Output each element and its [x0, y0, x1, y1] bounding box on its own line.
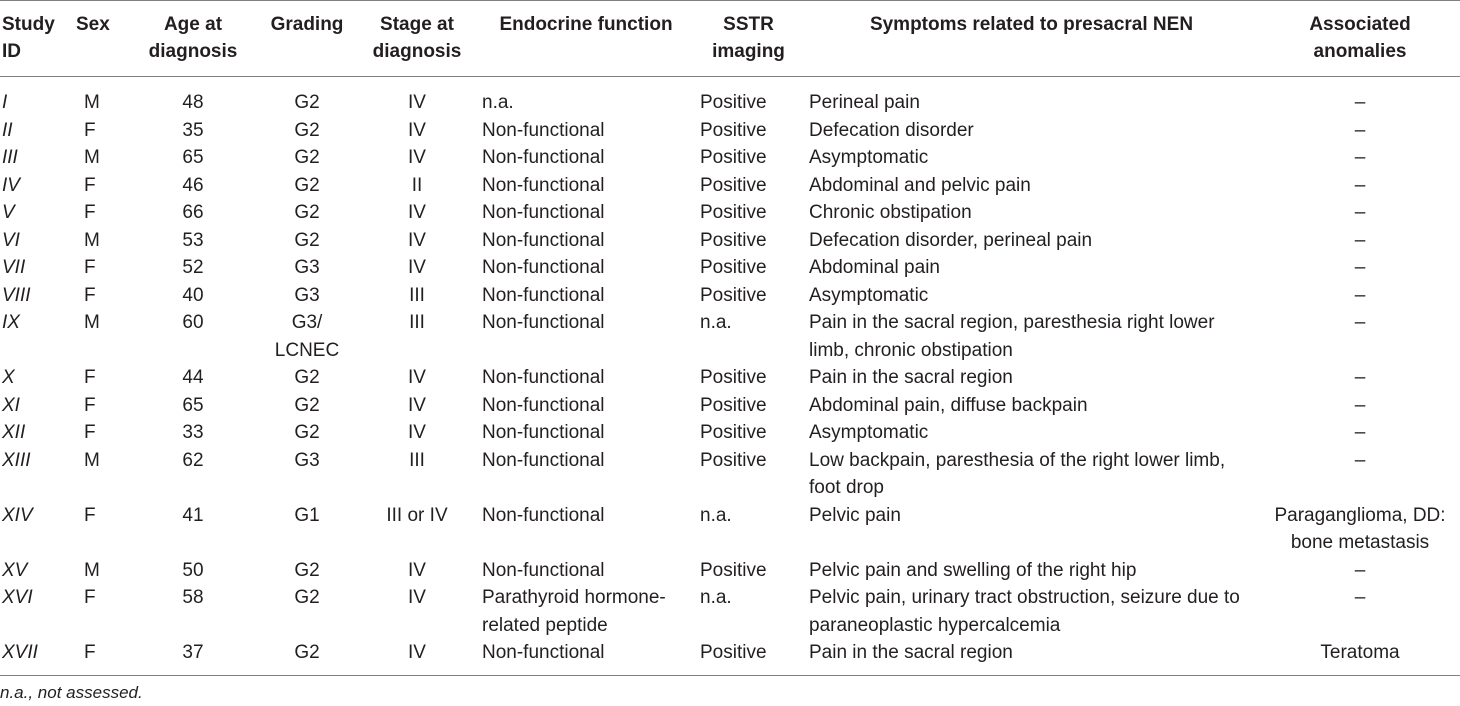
cell-age: 58	[182, 587, 204, 608]
cell-line: G2	[294, 119, 320, 141]
cell-line: Asymptomatic	[809, 147, 929, 168]
cell-associated-anomalies	[1260, 639, 1460, 675]
cell-sex: F	[84, 257, 96, 278]
cell-grading	[258, 557, 356, 585]
cell-line: Pelvic pain and swelling of the right hip	[809, 559, 1137, 581]
cell-line: G3/	[291, 312, 323, 333]
cell-stage: IV	[408, 202, 426, 223]
cell-endocrine-function	[478, 584, 694, 639]
cell-age: 52	[182, 257, 204, 278]
cell-study-id: X	[2, 367, 15, 388]
cell-symptoms	[803, 254, 1260, 282]
cell-sex: F	[84, 394, 96, 416]
table-row	[0, 77, 1460, 117]
cell-symptoms	[803, 584, 1260, 639]
cell-line: –	[1354, 229, 1366, 251]
header-line: Symptoms related to presacral NEN	[869, 14, 1194, 35]
cell-line: n.a.	[482, 92, 514, 113]
cell-associated-anomalies	[1260, 254, 1460, 282]
cell-line: Pelvic pain	[809, 504, 901, 526]
cell-endocrine-function	[478, 364, 694, 392]
cell-symptoms	[803, 227, 1260, 255]
cell-line: Asymptomatic	[809, 422, 929, 443]
cell-age: 66	[182, 202, 204, 223]
cell-sstr-imaging: n.a.	[700, 504, 732, 526]
table-row	[0, 447, 1460, 502]
cell-grading	[258, 584, 356, 639]
cell-associated-anomalies	[1260, 584, 1460, 639]
cell-line: G2	[294, 229, 320, 251]
cell-symptoms	[803, 144, 1260, 172]
cell-sstr-imaging: Positive	[700, 367, 767, 388]
table-row	[0, 364, 1460, 392]
cell-endocrine-function	[478, 254, 694, 282]
table-row	[0, 144, 1460, 172]
cell-line: Pain in the sacral region	[809, 642, 1013, 663]
cell-associated-anomalies	[1260, 227, 1460, 255]
cell-line: Paraganglioma, DD:	[1274, 504, 1446, 526]
cell-line: Non-functional	[482, 504, 605, 526]
cell-sstr-imaging: Positive	[700, 284, 767, 306]
cell-sstr-imaging: Positive	[700, 202, 767, 223]
cell-grading	[258, 282, 356, 310]
cell-line: –	[1354, 367, 1366, 388]
header-line: Grading	[270, 14, 344, 35]
cell-age: 41	[182, 504, 204, 526]
cell-line: paraneoplastic hypercalcemia	[809, 614, 1061, 636]
header-line: diagnosis	[372, 41, 462, 62]
cell-line: G2	[294, 92, 320, 113]
cell-symptoms	[803, 309, 1260, 364]
cell-age: 50	[182, 559, 204, 581]
cell-line: Non-functional	[482, 422, 605, 443]
cell-grading	[258, 447, 356, 502]
cell-stage: III	[409, 312, 425, 333]
header-stage-at-diagnosis	[356, 1, 478, 77]
cell-symptoms	[803, 77, 1260, 117]
cell-age: 37	[128, 639, 258, 675]
cell-study-id: II	[2, 119, 13, 141]
cell-line: –	[1354, 92, 1366, 113]
cell-sex: F	[84, 284, 96, 306]
cell-line: G1	[294, 504, 320, 526]
cell-line: G2	[294, 367, 320, 388]
cell-line: Pain in the sacral region, paresthesia right lower	[809, 312, 1215, 333]
cell-line: foot drop	[809, 477, 884, 498]
cell-line: Abdominal and pelvic pain	[809, 174, 1031, 196]
cell-line: G3	[294, 284, 320, 306]
cell-stage: IV	[408, 229, 426, 251]
cell-grading	[258, 254, 356, 282]
cell-sex: M	[84, 147, 100, 168]
header-associated-anomalies	[1260, 1, 1460, 77]
cell-line: Parathyroid hormone-	[482, 587, 666, 608]
table-row	[0, 227, 1460, 255]
cell-line: Non-functional	[482, 449, 605, 471]
cell-age: 35	[182, 119, 204, 141]
cell-line: –	[1354, 587, 1366, 608]
cell-associated-anomalies	[1260, 419, 1460, 447]
cell-age: 65	[182, 394, 204, 416]
cell-sstr-imaging: Positive	[700, 92, 767, 113]
cell-line: G2	[294, 642, 320, 663]
cell-grading	[258, 639, 356, 675]
header-endocrine-function	[478, 1, 694, 77]
cell-line: Abdominal pain	[809, 257, 940, 278]
cell-grading	[258, 144, 356, 172]
cell-line: Low backpain, paresthesia of the right lower limb,	[809, 449, 1226, 471]
cell-sex: F	[84, 174, 96, 196]
cell-line: G3	[294, 449, 320, 471]
cell-grading	[258, 364, 356, 392]
cell-study-id: IX	[2, 312, 20, 333]
cell-line: Asymptomatic	[809, 284, 929, 306]
cell-grading	[258, 502, 356, 557]
header-grading	[258, 1, 356, 77]
cell-stage: IV	[408, 422, 426, 443]
cell-stage: IV	[408, 587, 426, 608]
cell-endocrine-function	[478, 282, 694, 310]
header-line: Sex	[76, 14, 110, 35]
cell-line: limb, chronic obstipation	[809, 339, 1013, 361]
cell-endocrine-function	[478, 199, 694, 227]
table-row	[0, 117, 1460, 145]
cell-endocrine-function	[478, 557, 694, 585]
header-study-id	[0, 1, 74, 77]
cell-associated-anomalies	[1260, 447, 1460, 502]
cell-symptoms	[803, 557, 1260, 585]
cell-endocrine-function	[478, 77, 694, 117]
cell-line: Non-functional	[482, 229, 605, 251]
header-line: Age at	[163, 14, 223, 35]
cell-line: LCNEC	[274, 339, 340, 361]
cell-age: 44	[182, 367, 204, 388]
cell-line: G2	[294, 422, 320, 443]
cell-study-id: VII	[2, 257, 26, 278]
cell-sex: F	[84, 202, 96, 223]
cell-line: G3	[294, 257, 320, 278]
cell-study-id: VIII	[2, 284, 31, 306]
cell-grading	[258, 227, 356, 255]
cell-stage: IV	[408, 92, 426, 113]
cell-endocrine-function	[478, 144, 694, 172]
cell-line: –	[1354, 449, 1366, 471]
table-row	[0, 639, 1460, 675]
cell-associated-anomalies	[1260, 172, 1460, 200]
cell-line: Perineal pain	[809, 92, 920, 113]
cell-line: Non-functional	[482, 257, 605, 278]
cell-study-id: XIV	[2, 504, 33, 526]
cell-study-id: XII	[2, 422, 26, 443]
cell-sex: F	[84, 587, 96, 608]
cell-study-id: V	[2, 202, 15, 223]
table-row	[0, 419, 1460, 447]
header-sex	[74, 1, 128, 77]
cell-age: 33	[182, 422, 204, 443]
table-footnote: n.a., not assessed.	[0, 683, 143, 702]
cell-study-id: XVI	[2, 587, 33, 608]
cell-stage: III	[409, 449, 425, 471]
header-line: Associated	[1309, 14, 1411, 35]
cell-associated-anomalies	[1260, 557, 1460, 585]
cell-stage: III or IV	[386, 504, 448, 526]
cell-line: Non-functional	[482, 119, 605, 141]
cell-sex: F	[74, 639, 128, 675]
cell-line: Non-functional	[482, 284, 605, 306]
cell-sstr-imaging: Positive	[700, 229, 767, 251]
table-row	[0, 172, 1460, 200]
cell-associated-anomalies	[1260, 502, 1460, 557]
cell-endocrine-function	[478, 502, 694, 557]
header-line: diagnosis	[148, 41, 238, 62]
table-row	[0, 502, 1460, 557]
cell-line: Non-functional	[482, 394, 605, 416]
cell-endocrine-function	[478, 172, 694, 200]
cell-line: G2	[294, 147, 320, 168]
table-row	[0, 584, 1460, 639]
cell-grading	[258, 77, 356, 117]
cell-age: 46	[182, 174, 204, 196]
table-row	[0, 309, 1460, 364]
cell-line: G2	[294, 174, 320, 196]
cell-line: Non-functional	[482, 174, 605, 196]
header-symptoms	[803, 1, 1260, 77]
cell-symptoms	[803, 502, 1260, 557]
cell-associated-anomalies	[1260, 392, 1460, 420]
cell-study-id: III	[2, 147, 18, 168]
cell-associated-anomalies	[1260, 117, 1460, 145]
cell-line: Pain in the sacral region	[809, 367, 1013, 388]
cell-sstr-imaging: Positive	[700, 174, 767, 196]
cell-stage: IV	[408, 257, 426, 278]
cell-stage: IV	[356, 639, 478, 675]
cell-grading	[258, 172, 356, 200]
cell-sstr-imaging: Positive	[700, 559, 767, 581]
cell-line: related peptide	[482, 614, 608, 636]
header-sstr-imaging	[694, 1, 803, 77]
table-header-row	[0, 1, 1460, 77]
cell-grading	[258, 309, 356, 364]
cell-line: Non-functional	[482, 367, 605, 388]
cell-sex: F	[84, 367, 96, 388]
table-body	[0, 77, 1460, 676]
cell-line: Abdominal pain, diffuse backpain	[809, 394, 1088, 416]
cell-line: –	[1354, 257, 1366, 278]
cell-endocrine-function	[478, 392, 694, 420]
cell-symptoms	[803, 282, 1260, 310]
header-line: Stage at	[380, 14, 454, 35]
cell-endocrine-function	[478, 447, 694, 502]
cell-associated-anomalies	[1260, 364, 1460, 392]
cell-symptoms	[803, 199, 1260, 227]
cell-sex: M	[84, 229, 100, 251]
header-line: Study	[2, 14, 55, 35]
cell-study-id: XVII	[0, 639, 74, 675]
cell-line: G2	[294, 559, 320, 581]
cell-symptoms	[803, 419, 1260, 447]
cell-sstr-imaging: Positive	[700, 147, 767, 168]
cell-grading	[258, 199, 356, 227]
header-line: SSTR	[723, 14, 774, 35]
cell-study-id: IV	[2, 174, 20, 196]
cell-endocrine-function	[478, 227, 694, 255]
cell-line: –	[1354, 312, 1366, 333]
cell-symptoms	[803, 639, 1260, 675]
header-line: imaging	[712, 41, 785, 62]
cell-line: Teratoma	[1320, 642, 1400, 663]
cell-grading	[258, 419, 356, 447]
cell-sstr-imaging: n.a.	[700, 312, 732, 333]
cell-line: –	[1354, 284, 1366, 306]
cell-line: G2	[294, 394, 320, 416]
cell-sex: F	[84, 119, 96, 141]
cell-symptoms	[803, 447, 1260, 502]
header-line: ID	[2, 41, 21, 62]
cell-sstr-imaging: Positive	[700, 257, 767, 278]
cell-line: G2	[294, 202, 320, 223]
cell-sstr-imaging: Positive	[700, 449, 767, 471]
cell-line: –	[1354, 119, 1366, 141]
cell-line: –	[1354, 147, 1366, 168]
cell-line: Pelvic pain, urinary tract obstruction, seizure due to	[809, 587, 1240, 608]
cell-line: G2	[294, 587, 320, 608]
cell-line: Non-functional	[482, 312, 605, 333]
cell-endocrine-function	[478, 117, 694, 145]
cell-line: –	[1354, 559, 1366, 581]
cell-sstr-imaging: Positive	[700, 119, 767, 141]
cell-line: Defecation disorder, perineal pain	[809, 229, 1093, 251]
cell-sstr-imaging: Positive	[694, 639, 803, 675]
cell-line: –	[1354, 202, 1366, 223]
cell-associated-anomalies	[1260, 199, 1460, 227]
cell-sex: F	[84, 422, 96, 443]
cell-associated-anomalies	[1260, 309, 1460, 364]
cell-line: –	[1354, 174, 1366, 196]
cell-stage: III	[409, 284, 425, 306]
cell-age: 40	[182, 284, 204, 306]
cell-associated-anomalies	[1260, 144, 1460, 172]
cell-line: Non-functional	[482, 202, 605, 223]
cell-symptoms	[803, 172, 1260, 200]
cell-line: –	[1354, 422, 1366, 443]
cell-age: 60	[182, 312, 204, 333]
cell-stage: IV	[408, 394, 426, 416]
cell-grading	[258, 392, 356, 420]
cell-symptoms	[803, 117, 1260, 145]
cell-sex: F	[84, 504, 96, 526]
table-row	[0, 392, 1460, 420]
table-row	[0, 199, 1460, 227]
cell-age: 62	[182, 449, 204, 471]
cell-endocrine-function	[478, 639, 694, 675]
cell-study-id: XI	[2, 394, 20, 416]
cell-age: 48	[182, 92, 204, 113]
cell-endocrine-function	[478, 419, 694, 447]
cell-line: Non-functional	[482, 642, 605, 663]
cell-symptoms	[803, 364, 1260, 392]
cell-study-id: VI	[2, 229, 20, 251]
cell-sex: M	[84, 92, 100, 113]
cell-age: 53	[182, 229, 204, 251]
cell-line: Defecation disorder	[809, 119, 974, 141]
table-row	[0, 282, 1460, 310]
cell-study-id: XIII	[2, 449, 31, 471]
cell-line: Non-functional	[482, 147, 605, 168]
cell-associated-anomalies	[1260, 282, 1460, 310]
cell-study-id: I	[2, 92, 8, 113]
cell-stage: IV	[408, 119, 426, 141]
cell-sex: M	[84, 559, 100, 581]
cell-stage: IV	[408, 367, 426, 388]
cell-sex: M	[84, 312, 100, 333]
table-row	[0, 254, 1460, 282]
cell-line: Chronic obstipation	[809, 202, 972, 223]
cell-line: Non-functional	[482, 559, 605, 581]
header-age-at-diagnosis	[128, 1, 258, 77]
cell-line: bone metastasis	[1290, 532, 1430, 553]
cell-sstr-imaging: Positive	[700, 394, 767, 416]
cell-endocrine-function	[478, 309, 694, 364]
cell-line: –	[1354, 394, 1366, 416]
header-line: anomalies	[1313, 41, 1407, 62]
cell-stage: IV	[408, 147, 426, 168]
cell-sstr-imaging: Positive	[700, 422, 767, 443]
cell-associated-anomalies	[1260, 77, 1460, 117]
cell-grading	[258, 117, 356, 145]
cell-symptoms	[803, 392, 1260, 420]
cell-sstr-imaging: n.a.	[700, 587, 732, 608]
header-line: Endocrine function	[499, 14, 673, 35]
cell-age: 65	[182, 147, 204, 168]
cell-sex: M	[84, 449, 100, 471]
cell-stage: IV	[408, 559, 426, 581]
cell-study-id: XV	[2, 559, 28, 581]
table-row	[0, 557, 1460, 585]
cell-stage: II	[411, 174, 423, 196]
